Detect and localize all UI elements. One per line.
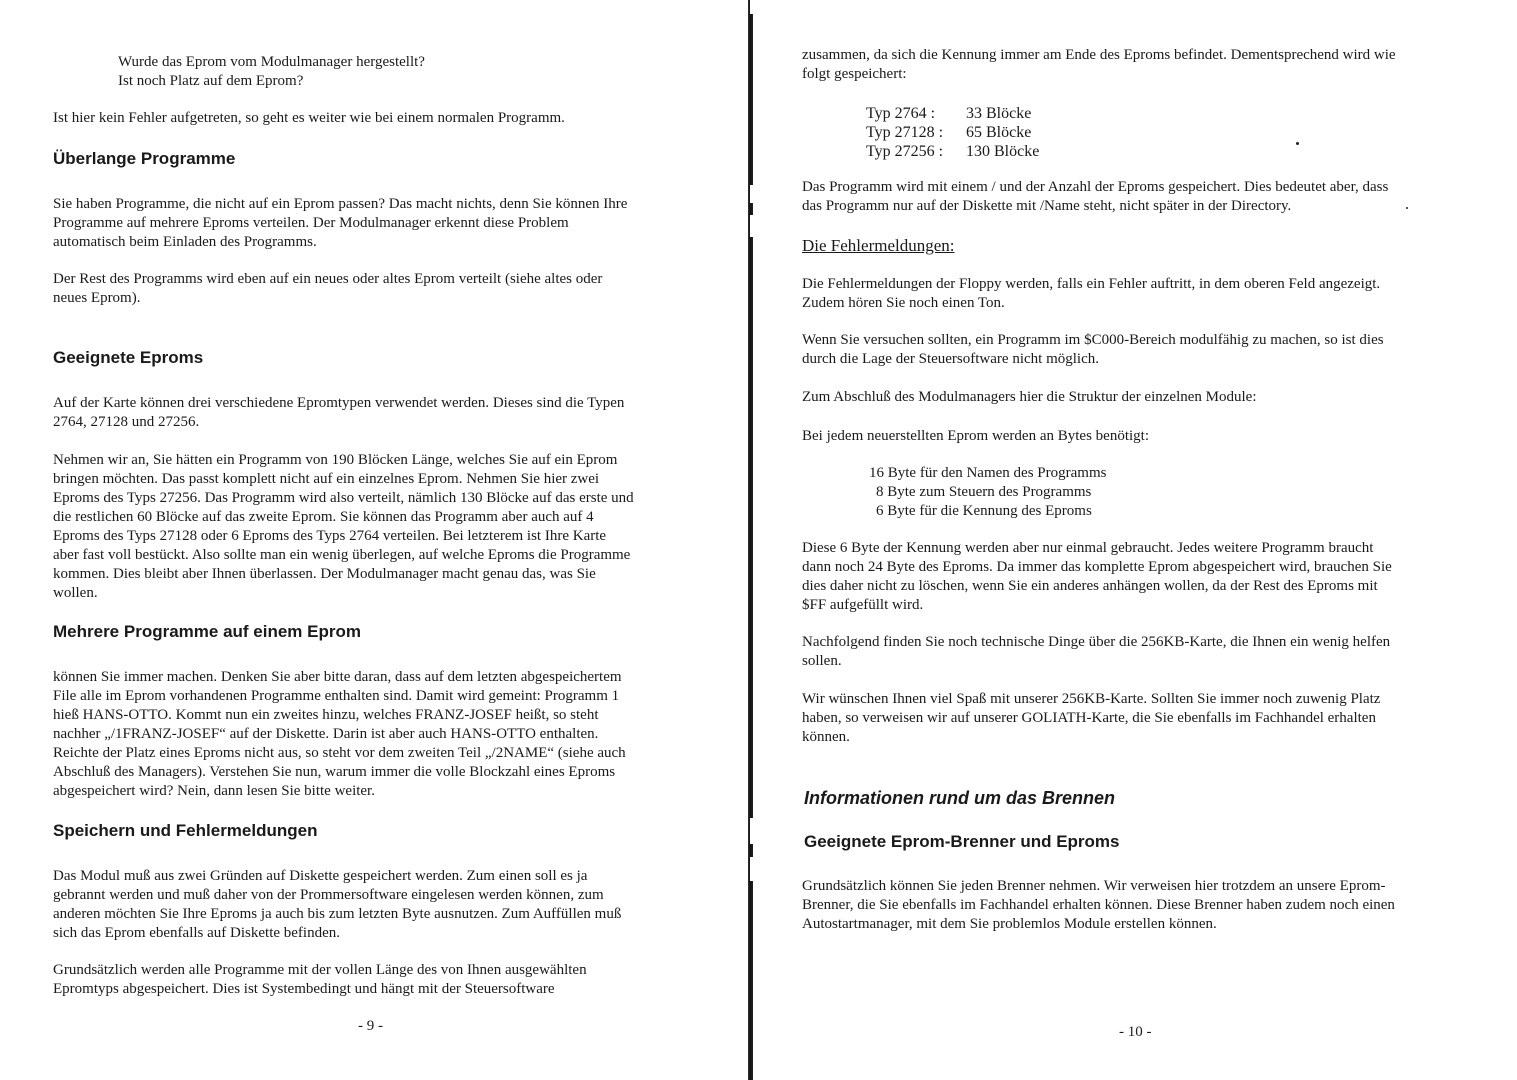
text-line: Zudem hören Sie noch einen Ton. xyxy=(802,295,1005,311)
paragraph-kennung xyxy=(802,539,1392,615)
text-line: abgespeichert wird? Nein, dann lesen Sie bitte weiter. xyxy=(53,783,375,799)
paragraph-c000 xyxy=(802,331,1384,369)
text-line: Wurde das Eprom vom Modulmanager hergestellt? xyxy=(118,54,425,70)
heading-suitable-eproms: Geeignete Eproms xyxy=(53,348,204,367)
paragraph-saving xyxy=(53,867,621,943)
paragraph-card-types xyxy=(53,394,624,432)
byte-list-item: 6 Byte für die Kennung des Eproms xyxy=(876,503,1092,519)
eprom-type-name: Typ 2764 : xyxy=(866,105,936,122)
spine-gap xyxy=(750,215,753,237)
text-line: dies daher nicht zu löschen, wenn Sie ein anderes anhängen wollen, da der Rest des Eproms mit xyxy=(802,578,1378,594)
text-line: das Programm nur auf der Diskette mit /Name steht, nicht später in der Directory. xyxy=(802,198,1292,214)
text-line: Eproms des Typs 27256. Das Programm wird also verteilt, nämlich 130 Blöcke auf das erste und xyxy=(53,490,634,506)
eprom-type-blocks: 33 Blöcke xyxy=(966,105,1032,122)
paragraph-wishes xyxy=(802,690,1380,747)
text-line: Diese 6 Byte der Kennung werden aber nur einmal gebraucht. Jedes weitere Programm braucht xyxy=(802,540,1374,556)
text-line: Grundsätzlich können Sie jeden Brenner nehmen. Wir verweisen hier trotzdem an unsere Eprom- xyxy=(802,878,1386,894)
spine-gap xyxy=(750,0,753,14)
text-line: kommen. Dies bleibt aber Ihnen überlassen. Der Modulmanager macht genau das, was Sie xyxy=(53,566,596,582)
eprom-type-name: Typ 27256 : xyxy=(866,143,944,160)
paragraph-long-programs xyxy=(53,195,627,252)
text-line: Grundsätzlich werden alle Programme mit der vollen Länge des von Ihnen ausgewählten xyxy=(53,962,587,978)
text-line: Der Rest des Programms wird eben auf ein neues oder altes Eprom verteilt (siehe altes oder xyxy=(53,271,603,287)
paragraph-rest xyxy=(53,270,602,308)
text-line: sollen. xyxy=(802,653,842,669)
text-line: File alle im Eprom vorhandenen Programme enthalten sind. Damit wird gemeint: Programm 1 xyxy=(53,688,620,704)
text-line: durch die Lage der Steuersoftware nicht möglich. xyxy=(802,351,1099,367)
eprom-type-row xyxy=(866,123,1039,142)
paragraph-basic xyxy=(53,961,587,999)
text-line: bringen möchten. Das passt komplett nicht auf ein einzelnes Eprom. Nehmen Sie hier zwei xyxy=(53,471,600,487)
paragraph-example xyxy=(53,451,634,603)
text-line: Reichte der Platz eines Eproms nicht aus, so steht vor dem zweiten Teil „/2NAME“ (siehe auch xyxy=(53,745,626,761)
text-line: anderen möchten Sie Ihre Eproms ja auch bis zum letzten Byte ausnutzen. Zum Auffüllen muß xyxy=(53,906,622,922)
text-line: neues Eprom). xyxy=(53,290,141,306)
text-line: Ist noch Platz auf dem Eprom? xyxy=(118,73,304,89)
text-line: Nehmen wir an, Sie hätten ein Programm von 190 Blöcken Länge, welches Sie auf ein Eprom xyxy=(53,452,618,468)
text-line: folgt gespeichert: xyxy=(802,66,907,82)
text-line: zusammen, da sich die Kennung immer am Ende des Eproms befindet. Dementsprechend wird wie xyxy=(802,47,1396,63)
text-line: Autostartmanager, mit dem Sie problemlos Module erstellen können. xyxy=(802,916,1217,932)
text-line: Die Fehlermeldungen der Floppy werden, falls ein Fehler auftritt, in dem oberen Feld angezeigt. xyxy=(802,276,1381,292)
heading-burning-info: Informationen rund um das Brennen xyxy=(804,788,1116,808)
text-line: Nachfolgend finden Sie noch technische Dinge über die 256KB-Karte, die Ihnen ein wenig helfen xyxy=(802,634,1391,650)
text-line: sich das Eprom ebenfalls auf Diskette befinden. xyxy=(53,925,340,941)
text-line: automatisch beim Einladen des Programms. xyxy=(53,234,317,250)
text-line: dann noch 24 Byte des Eproms. Da immer das komplette Eprom abgespeichert wird, brauchen Sie xyxy=(802,559,1392,575)
paragraph-floppy-errors xyxy=(802,275,1380,313)
text-line: können. xyxy=(802,729,850,745)
text-line: können Sie immer machen. Denken Sie aber bitte daran, dass auf dem letzten abgespeichertem xyxy=(53,669,622,685)
page-number-left: - 9 - xyxy=(358,1018,383,1034)
spine-gap xyxy=(750,818,753,844)
book-spine xyxy=(748,0,753,1080)
text-line: Das Modul muß aus zwei Gründen auf Diskette gespeichert werden. Zum einen soll es ja xyxy=(53,868,588,884)
text-line: gebrannt werden und muß daher von der Prommersoftware eingelesen werden können, zum xyxy=(53,887,604,903)
paragraph-bytes-needed: Bei jedem neuerstellten Eprom werden an Bytes benötigt: xyxy=(802,428,1149,444)
text-line: haben, so verweisen wir auf unserer GOLIATH-Karte, die Sie ebenfalls im Fachhandel erhalten xyxy=(802,710,1376,726)
paragraph-no-error: Ist hier kein Fehler aufgetreten, so geht es weiter wie bei einem normalen Programm. xyxy=(53,110,565,126)
byte-list-item: 16 Byte für den Namen des Programms xyxy=(869,465,1107,481)
text-line: $FF aufgefüllt wird. xyxy=(802,597,924,613)
speck-mark xyxy=(1406,207,1408,209)
eprom-type-row xyxy=(866,104,1039,123)
text-line: Sie haben Programme, die nicht auf ein Eprom passen? Das macht nichts, denn Sie können Ihre xyxy=(53,196,628,212)
text-line: Brenner, die Sie ebenfalls im Fachhandel erhalten können. Diese Brenner haben zudem noch einen xyxy=(802,897,1395,913)
eprom-type-name: Typ 27128 : xyxy=(866,124,944,141)
text-line: Das Programm wird mit einem / und der Anzahl der Eproms gespeichert. Dies bedeutet aber, dass xyxy=(802,179,1389,195)
right-page xyxy=(754,0,1517,1080)
page-number-right: - 10 - xyxy=(1119,1024,1152,1040)
paragraph-continued xyxy=(802,46,1396,84)
text-line: Epromtyps abgespeichert. Dies ist Systembedingt und hängt mit der Steuersoftware xyxy=(53,981,555,997)
heading-saving-errors: Speichern und Fehlermeldungen xyxy=(53,821,318,840)
eprom-type-blocks: 65 Blöcke xyxy=(966,124,1032,141)
text-line: Eproms des Typs 27128 oder 6 Eproms des Typs 2764 verteilen. Bei letzterem ist Ihre Karte xyxy=(53,528,607,544)
text-line: hieß HANS-OTTO. Kommt nun ein zweites hinzu, welches FRANZ-JOSEF heißt, so steht xyxy=(53,707,599,723)
text-line: Wir wünschen Ihnen viel Spaß mit unserer 256KB-Karte. Sollten Sie immer noch zuwenig Platz xyxy=(802,691,1381,707)
speck-mark xyxy=(1296,142,1299,145)
paragraph-technical xyxy=(802,633,1390,671)
text-line: aber fast voll bestückt. Also sollte man ein wenig überlegen, auf welche Eproms die Programme xyxy=(53,547,631,563)
heading-error-messages: Die Fehlermeldungen: xyxy=(802,236,955,255)
spine-gap xyxy=(750,857,753,881)
heading-long-programs: Überlange Programme xyxy=(53,149,236,168)
byte-list-item: 8 Byte zum Steuern des Programms xyxy=(876,484,1092,500)
text-line: Auf der Karte können drei verschiedene Epromtypen verwendet werden. Dieses sind die Typen xyxy=(53,395,625,411)
eprom-type-list xyxy=(866,104,1039,161)
heading-eprom-burners: Geeignete Eprom-Brenner und Eproms xyxy=(804,832,1120,851)
spine-gap xyxy=(750,185,753,203)
eprom-type-row xyxy=(866,142,1039,161)
text-line: 2764, 27128 und 27256. xyxy=(53,414,200,430)
text-line: nachher „/1FRANZ-JOSEF“ auf der Diskette. Darin ist aber auch HANS-OTTO enthalten. xyxy=(53,726,599,742)
paragraph-structure: Zum Abschluß des Modulmanagers hier die Struktur der einzelnen Module: xyxy=(802,389,1257,405)
eprom-type-blocks: 130 Blöcke xyxy=(966,143,1040,160)
byte-list xyxy=(869,464,1106,521)
text-line: wollen. xyxy=(53,585,98,601)
text-line: die restlichen 60 Blöcke auf das zweite Eprom. Sie können das Programm aber auch auf 4 xyxy=(53,509,594,525)
text-line: Abschluß des Managers). Verstehen Sie nun, warum immer die volle Blockzahl eines Eproms xyxy=(53,764,616,780)
text-line: Wenn Sie versuchen sollten, ein Programm im $C000-Bereich modulfähig zu machen, so ist dies xyxy=(802,332,1384,348)
left-page xyxy=(0,0,748,1080)
heading-multiple-programs: Mehrere Programme auf einem Eprom xyxy=(53,622,361,641)
paragraph-multiple-programs xyxy=(53,668,626,801)
paragraph-saved-with-slash xyxy=(802,178,1388,216)
paragraph-burners xyxy=(802,877,1395,934)
intro-questions xyxy=(118,53,425,91)
text-line: Programme auf mehrere Eproms verteilen. Der Modulmanager erkennt diese Problem xyxy=(53,215,569,231)
